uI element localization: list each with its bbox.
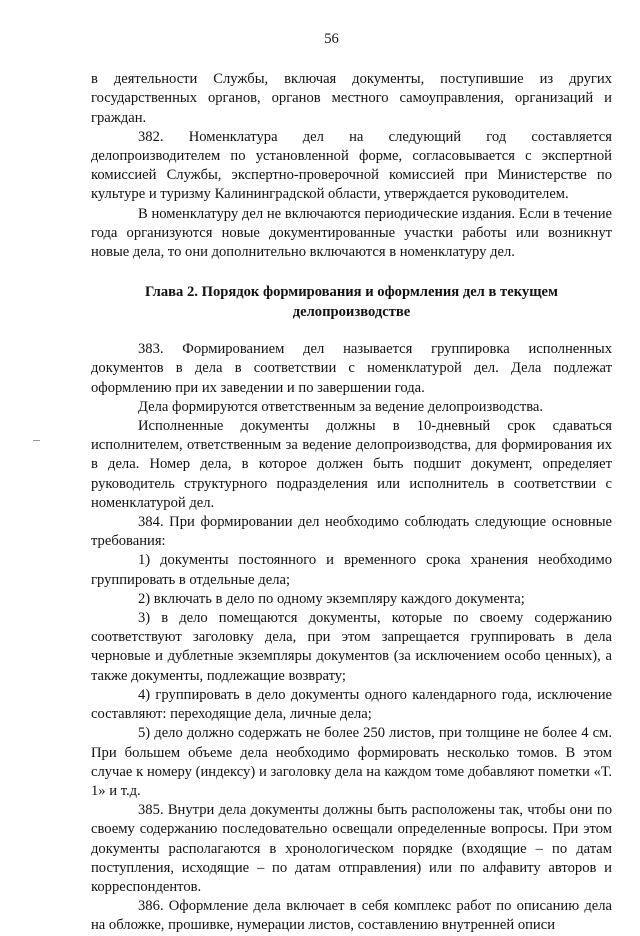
scan-margin-mark <box>33 440 40 441</box>
page-number: 56 <box>324 31 339 47</box>
paragraph: 2) включать в дело по одному экземпляру каждого документа; <box>138 590 525 607</box>
paragraph: 385. Внутри дела документы должны быть расположены так, чтобы они по своему содержанию последовательно освещали определенные вопросы. При этом документы располагаются в хронологическом порядке (входящие – по датам поступления, исходящие – по датам отправления) или по алфавиту авторов и корреспондентов. <box>91 802 612 895</box>
paragraph: 382. Номенклатура дел на следующий год составляется делопроизводителем по установленной форме, согласовывается с экспертной комиссией Службы, экспертно-проверочной комиссией при Министерстве по культуре и туризму Калининградской области, утверждается руководителем. <box>91 128 612 203</box>
text-after-heading <box>91 340 612 935</box>
paragraph: 5) дело должно содержать не более 250 листов, при толщине не более 4 см. При большем объеме дела необходимо формировать несколько томов. В этом случае к номеру (индексу) и заголовку дела на каждом томе добавляют пометки «Т. 1» и т.д. <box>91 725 612 799</box>
paragraph: 383. Формированием дел называется группировка исполненных документов в дела в соответствии с номенклатурой дел. Дела подлежат оформлению при их заведении и по завершении года. <box>91 341 612 396</box>
paragraph: В номенклатуру дел не включаются периодические издания. Если в течение года организуются новые документированные участки работы или возникнут новые дела, то они дополнительно включаются в номенклатуру дел. <box>91 205 612 261</box>
paragraph: 386. Оформление дела включает в себя комплекс работ по описанию дела на обложке, прошивке, нумерации листов, составлению внутренней описи <box>91 898 612 934</box>
paragraph: Дела формируются ответственным за ведение делопроизводства. <box>138 398 544 415</box>
paragraph: Исполненные документы должны в 10-дневный срок сдаваться исполнителем, ответственным за ведение делопроизводства, для формирования их в дела. Номер дела, в которое должен быть подшит документ, определяет руководитель структурного подразделения или исполнитель в соответствии с номенклатурой дел. <box>91 418 612 511</box>
paragraph: 4) группировать в дело документы одного календарного года, исключение составляют: переходящие дела, личные дела; <box>91 686 612 723</box>
paragraph: 3) в дело помещаются документы, которые по своему содержанию соответствуют заголовку дела, при этом запрещается группировать в дела черновые и дублетные экземпляры документов (за исключением особо ценных), а также документы, подлежащие возврату; <box>91 610 612 684</box>
paragraph: 1) документы постоянного и временного срока хранения необходимо группировать в отдельные дела; <box>91 552 612 588</box>
paragraph: в деятельности Службы, включая документы, поступившие из других государственных органов, органов местного самоуправления, организаций и граждан. <box>91 71 612 126</box>
text-before-heading <box>91 70 612 262</box>
paragraph: 384. При формировании дел необходимо соблюдать следующие основные требования: <box>91 514 612 550</box>
chapter-heading: Глава 2. Порядок формирования и оформления дел в текущем делопроизводстве <box>145 284 558 320</box>
